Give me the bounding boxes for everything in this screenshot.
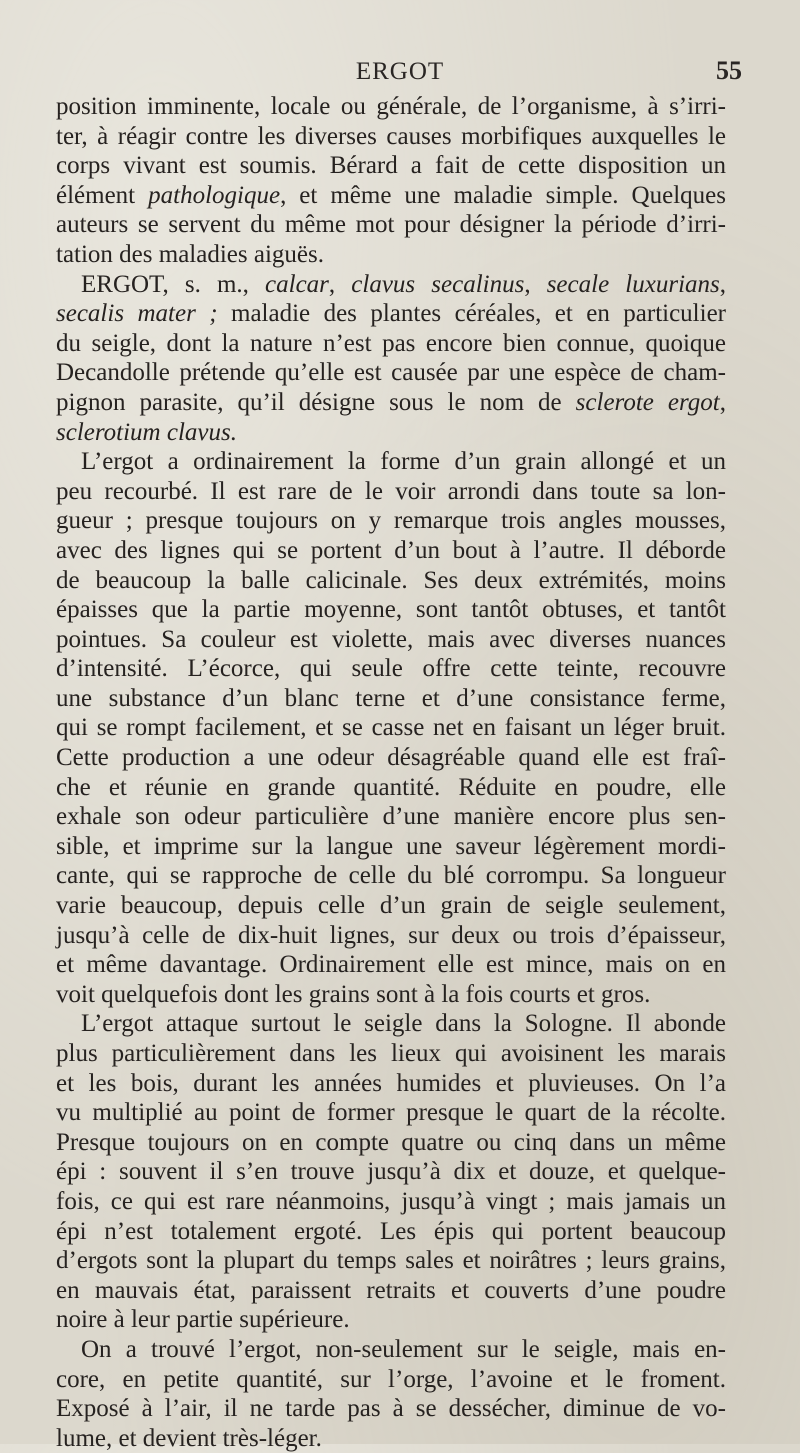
text-segment: vu multiplié au point de former presque le quart de la récolte. [56,1099,726,1127]
text-segment: fois, ce qui est rare néanmoins, jusqu’à vingt ; mais jamais un [56,1187,726,1215]
text-segment: corps vivant est soumis. Bérard a fait de cette disposition un [56,152,726,180]
text-segment: ter, à réagir contre les diverses causes morbifiques auxquelles le [56,122,726,150]
text-line [56,151,726,181]
text-line [56,684,726,714]
text-segment: L’ergot attaque surtout le seigle dans la Sologne. Il abonde [56,1010,726,1038]
text-line [56,210,726,240]
text-segment: Presque toujours on en compte quatre ou cinq dans un même [56,1128,726,1156]
text-segment: épaisses que la partie moyenne, sont tantôt obtuses, et tantôt [56,596,726,624]
text-line [56,240,726,270]
text-segment: pathologique [148,181,281,209]
text-segment: auteurs se servent du même mot pour désigner la période d’irri- [56,211,726,239]
text-line [56,1039,726,1069]
text-segment: L’ergot a ordinairement la forme d’un grain allongé et un [56,448,726,476]
text-line [56,1009,726,1039]
text-line [56,1217,726,1247]
text-line [56,743,726,773]
text-segment: , et même une maladie simple. Quelques [280,181,726,209]
text-segment: varie beaucoup, depuis celle d’un grain de seigle seulement, [56,892,726,920]
page-header [0,58,800,90]
text-segment: sclerotium clavus. [56,418,237,446]
text-segment: maladie des plantes céréales, et en particulier [217,300,726,328]
text-segment: plus particulièrement dans les lieux qui avoisinent les marais [56,1040,726,1067]
text-line [56,1365,726,1395]
text-segment: du seigle, dont la nature n’est pas encore bien connue, quoique [56,329,726,357]
text-line [56,1069,726,1099]
text-segment: et même davantage. Ordinairement elle est mince, mais on en [56,951,726,979]
text-segment: ERGOT, s. m., [56,270,266,298]
text-segment: d’ergots sont la plupart du temps sales et noirâtres ; leurs grains, [56,1247,726,1275]
text-line [56,1187,726,1217]
text-line [56,773,726,803]
text-line [56,861,726,891]
text-line [56,92,726,122]
text-line [56,270,726,300]
text-segment: position imminente, locale ou générale, de l’organisme, à s’irri- [56,93,726,120]
text-line [56,1276,726,1306]
text-line [56,299,726,329]
text-segment: core, en petite quantité, sur l’orge, l’avoine et le froment. [56,1365,726,1393]
text-line [56,181,726,211]
text-line [56,625,726,655]
text-segment: gueur ; presque toujours on y remarque trois angles mousses, [56,507,726,535]
text-segment: sclerote ergot [575,388,720,416]
text-line [56,1246,726,1276]
text-segment: noire à leur partie supérieure. [56,1306,350,1334]
text-segment: avec des lignes qui se portent d’un bout à l’autre. Il déborde [56,536,726,564]
text-segment: clavus secalinus [351,270,525,298]
text-segment: , [328,270,352,298]
text-segment: d’intensité. L’écorce, qui seule offre cette teinte, recouvre [56,655,726,683]
text-segment: , [719,270,726,298]
text-segment: Decandolle prétende qu’elle est causée par une espèce de cham- [56,359,726,387]
text-segment: une substance d’un blanc terne et d’une consistance ferme, [56,684,726,712]
text-segment: secalis mater ; [56,300,218,328]
text-segment: calcar [265,270,329,298]
text-line [56,447,726,477]
text-segment: Cette production a une odeur désagréable quand elle est fraî- [56,744,726,772]
text-line [56,921,726,951]
text-line [56,1128,726,1158]
text-segment: tation des maladies aiguës. [56,240,324,268]
text-segment: On a trouvé l’ergot, non-seulement sur le seigle, mais en- [56,1335,726,1363]
text-segment: épi : souvent il s’en trouve jusqu’à dix et douze, et quelque- [56,1158,726,1186]
text-segment: che et réunie en grande quantité. Réduite en poudre, elle [56,773,726,801]
page-number: 55 [716,56,742,85]
text-line [56,1335,726,1365]
text-line [56,388,726,418]
text-line [56,980,726,1010]
text-segment: en mauvais état, paraissent retraits et couverts d’une poudre [56,1276,726,1304]
text-segment: sible, et imprime sur la langue une saveur légèrement mordi- [56,832,726,860]
text-segment: voit quelquefois dont les grains sont à la fois courts et gros. [56,980,651,1008]
text-line [56,891,726,921]
text-line [56,654,726,684]
text-segment: élément [56,181,149,209]
text-segment: exhale son odeur particulière d’une manière encore plus sen- [56,803,726,831]
text-segment: lume, et devient très-léger. [56,1424,322,1452]
body-text [56,92,726,1453]
text-line [56,506,726,536]
text-segment: , [524,270,547,298]
text-line [56,329,726,359]
text-segment: jusqu’à celle de dix-huit lignes, sur deux ou trois d’épaisseur, [56,921,726,949]
text-segment: secale luxurians [546,270,720,298]
text-segment: , [719,388,726,416]
text-line [56,1394,726,1424]
text-segment: et les bois, durant les années humides et pluvieuses. On l’a [56,1069,726,1097]
text-line [56,595,726,625]
text-segment: Exposé à l’air, il ne tarde pas à se dessécher, diminue de vo- [56,1395,726,1423]
text-line [56,418,726,448]
text-segment: cante, qui se rapproche de celle du blé corrompu. Sa longueur [56,862,726,890]
text-line [56,536,726,566]
text-segment: épi n’est totalement ergoté. Les épis qui portent beaucoup [56,1217,726,1245]
text-line [56,1157,726,1187]
text-segment: qui se rompt facilement, et se casse net en faisant un léger bruit. [56,714,726,742]
text-line [56,566,726,596]
text-line [56,477,726,507]
text-line [56,713,726,743]
text-line [56,832,726,862]
text-segment: pignon parasite, qu’il désigne sous le nom de [56,388,576,416]
text-segment: pointues. Sa couleur est violette, mais avec diverses nuances [56,625,726,653]
text-line [56,358,726,388]
text-line [56,802,726,832]
text-line [56,1424,726,1453]
text-segment: de beaucoup la balle calicinale. Ses deux extrémités, moins [56,566,726,594]
text-line [56,950,726,980]
text-line [56,1305,726,1335]
running-head: ERGOT [355,58,445,85]
text-segment: peu recourbé. Il est rare de le voir arrondi dans toute sa lon- [56,477,726,505]
text-line [56,122,726,152]
text-line [56,1098,726,1128]
